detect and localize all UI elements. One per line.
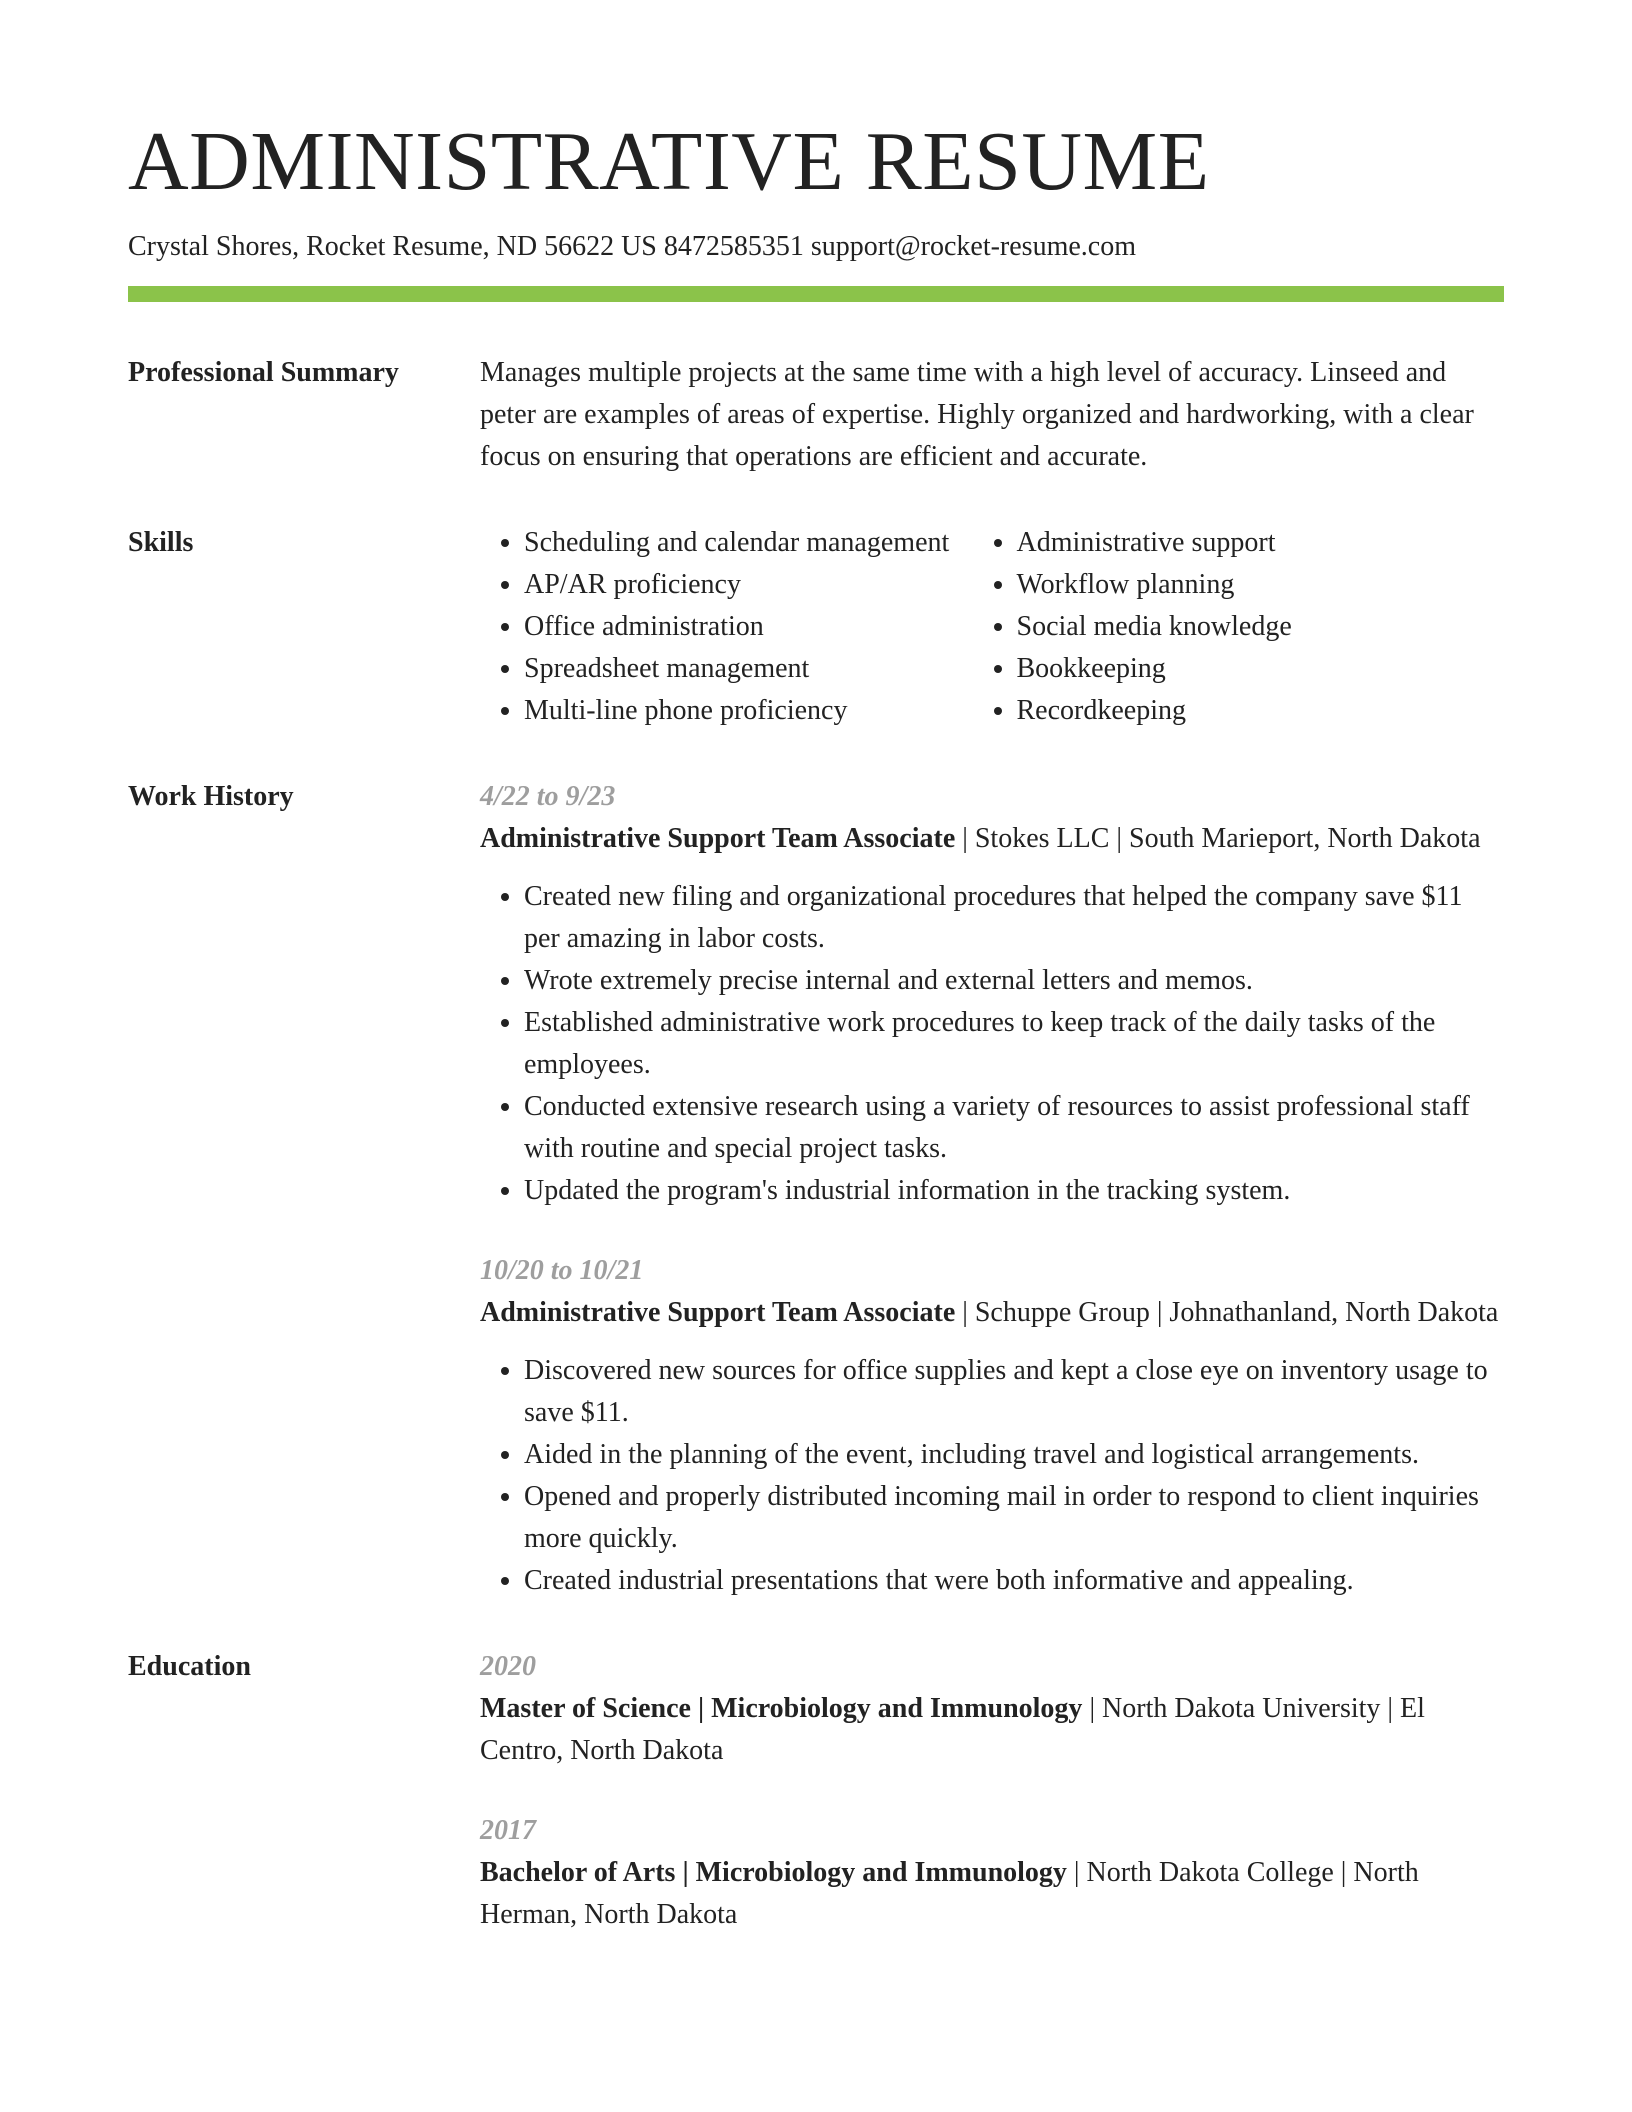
job-bullets	[480, 1350, 1504, 1602]
job-title: Administrative Support Team Associate	[480, 1296, 956, 1328]
job-title: Administrative Support Team Associate	[480, 822, 956, 854]
education-section	[128, 1646, 1504, 1936]
education-degree: Master of Science | Microbiology and Immunology	[480, 1692, 1083, 1724]
job-bullet: • Updated the program's industrial information in the tracking system.	[524, 1170, 1504, 1212]
job-details: | Stokes LLC | South Marieport, North Dakota	[955, 822, 1481, 854]
education-list	[480, 1646, 1504, 1936]
summary-text: Manages multiple projects at the same time with a high level of accuracy. Linseed and peter are examples of areas of expertise. Highly organized and hardworking, with a clear focus on ensuring that operations are efficient and accurate.	[480, 356, 1474, 472]
skill-item: • Bookkeeping	[1017, 648, 1505, 690]
job-entry	[480, 1250, 1504, 1602]
education-label: Education	[128, 1650, 251, 1682]
job-date: 10/20 to 10/21	[480, 1254, 644, 1286]
education-details: | North Dakota College | North Herman, North Dakota	[480, 1856, 1419, 1930]
job-bullet: • Created new filing and organizational procedures that helped the company save $11 per amazing in labor costs.	[524, 876, 1504, 960]
work-history-label: Work History	[128, 780, 294, 812]
education-heading	[480, 1852, 1504, 1936]
skills-section	[128, 522, 1504, 732]
job-bullet: • Opened and properly distributed incoming mail in order to respond to client inquiries more quickly.	[524, 1476, 1504, 1560]
skill-item: • Spreadsheet management	[524, 648, 973, 690]
education-year: 2020	[480, 1650, 536, 1682]
skill-item: • Administrative support	[1017, 522, 1505, 564]
job-details: | Schuppe Group | Johnathanland, North Dakota	[955, 1296, 1499, 1328]
job-bullet: • Aided in the planning of the event, including travel and logistical arrangements.	[524, 1434, 1504, 1476]
work-history-list	[480, 776, 1504, 1602]
page-title: ADMINISTRATIVE RESUME	[128, 115, 1210, 208]
job-bullet: • Discovered new sources for office supplies and kept a close eye on inventory usage to save $11.	[524, 1350, 1504, 1434]
skill-item: • Office administration	[524, 606, 973, 648]
skills-label: Skills	[128, 526, 194, 558]
job-heading	[480, 818, 1504, 860]
summary-section	[128, 352, 1504, 478]
skill-item: • Scheduling and calendar management	[524, 522, 973, 564]
skills-column-1	[480, 522, 973, 732]
job-bullet: • Wrote extremely precise internal and external letters and memos.	[524, 960, 1504, 1002]
summary-label: Professional Summary	[128, 356, 399, 388]
work-history-section	[128, 776, 1504, 1602]
education-year: 2017	[480, 1814, 536, 1846]
job-date: 4/22 to 9/23	[480, 780, 616, 812]
job-bullet: • Conducted extensive research using a variety of resources to assist professional staff with routine and special project tasks.	[524, 1086, 1504, 1170]
job-entry	[480, 776, 1504, 1212]
education-entry	[480, 1646, 1504, 1772]
skill-item: • Workflow planning	[1017, 564, 1505, 606]
contact-line: Crystal Shores, Rocket Resume, ND 56622 US 8472585351 support@rocket-resume.com	[128, 231, 1136, 262]
education-degree: Bachelor of Arts | Microbiology and Immunology	[480, 1856, 1067, 1888]
skill-item: • AP/AR proficiency	[524, 564, 973, 606]
job-bullet: • Created industrial presentations that were both informative and appealing.	[524, 1560, 1504, 1602]
job-heading	[480, 1292, 1504, 1334]
skills-column-2	[973, 522, 1505, 732]
job-bullets	[480, 876, 1504, 1212]
job-bullet: • Established administrative work procedures to keep track of the daily tasks of the employees.	[524, 1002, 1504, 1086]
skill-item: • Multi-line phone proficiency	[524, 690, 973, 732]
education-details: | North Dakota University | El Centro, North Dakota	[480, 1692, 1425, 1766]
accent-divider	[128, 286, 1504, 302]
skills-list	[480, 522, 1504, 732]
education-heading	[480, 1688, 1504, 1772]
education-entry	[480, 1810, 1504, 1936]
skill-item: • Social media knowledge	[1017, 606, 1505, 648]
skill-item: • Recordkeeping	[1017, 690, 1505, 732]
